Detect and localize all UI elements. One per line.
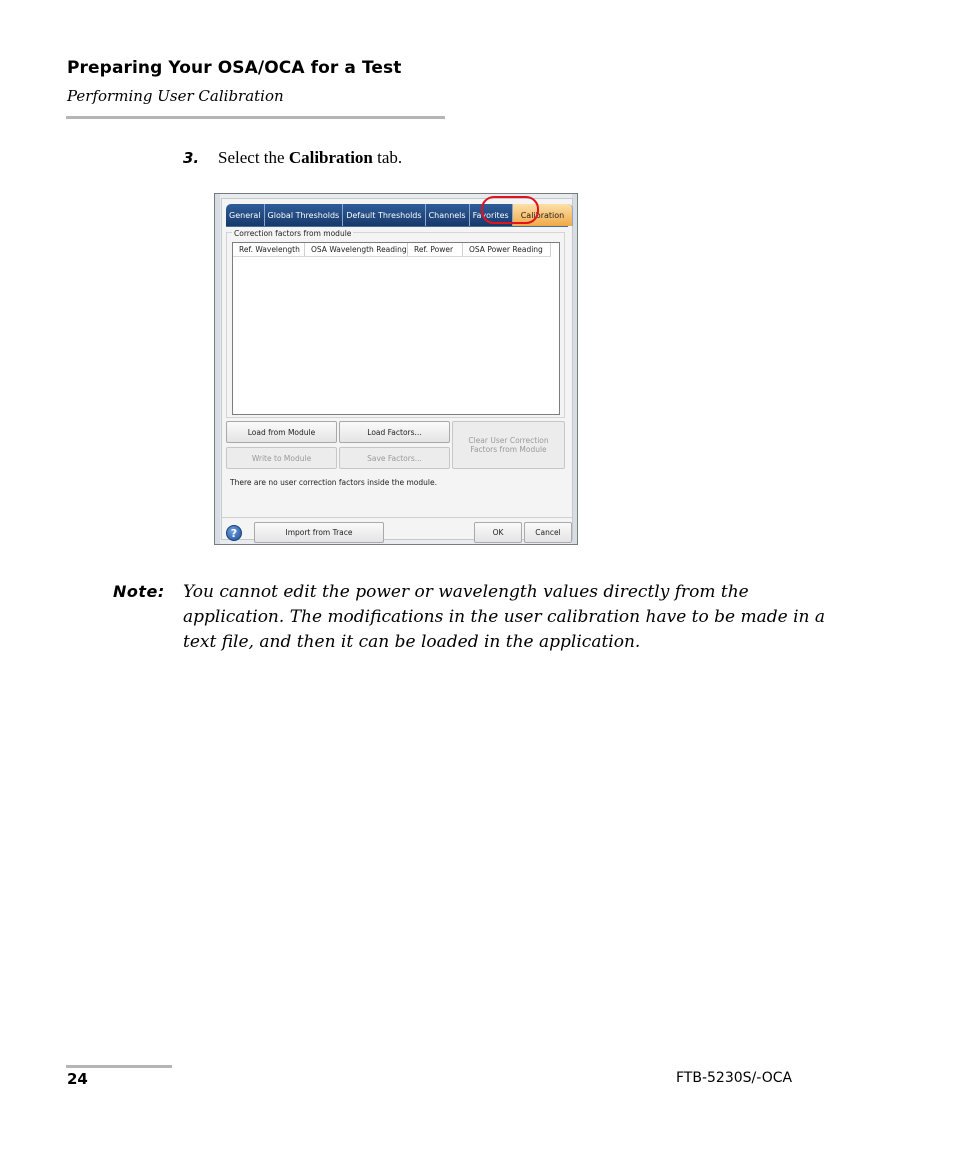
- background-strip-left: [215, 194, 220, 544]
- step-instruction: [218, 148, 402, 168]
- tab-channels[interactable]: Channels: [426, 204, 470, 226]
- correction-factors-table[interactable]: [232, 242, 560, 415]
- calibration-tab-highlight: [481, 196, 539, 224]
- step-text-bold: Calibration: [288, 148, 373, 167]
- product-name: FTB-5230S/-OCA: [676, 1070, 793, 1086]
- column-header-osa-power-reading[interactable]: OSA Power Reading: [463, 243, 551, 256]
- table-header-divider: [233, 256, 551, 257]
- step-number: 3.: [183, 149, 200, 167]
- tab-underline: [226, 226, 568, 227]
- bottom-divider: [222, 517, 572, 518]
- chapter-title: Preparing Your OSA/OCA for a Test: [67, 58, 402, 78]
- load-factors-button[interactable]: Load Factors...: [339, 421, 450, 443]
- help-icon[interactable]: ?: [226, 525, 242, 541]
- tab-general[interactable]: General: [226, 204, 265, 226]
- section-title: Performing User Calibration: [67, 87, 284, 105]
- column-header-ref-power[interactable]: Ref. Power: [408, 243, 463, 256]
- tab-calibration[interactable]: Calibration: [513, 204, 574, 226]
- tab-default-thresholds[interactable]: Default Thresholds: [343, 204, 425, 226]
- group-title: Correction factors from module: [234, 229, 352, 238]
- save-factors-button[interactable]: Save Factors...: [339, 447, 450, 469]
- setup-window: [221, 198, 573, 540]
- column-header-ref-wavelength[interactable]: Ref. Wavelength: [233, 243, 305, 256]
- status-message: There are no user correction factors inside the module.: [230, 478, 437, 487]
- import-from-trace-button[interactable]: Import from Trace: [254, 522, 384, 543]
- page-number: 24: [67, 1070, 88, 1088]
- step-text-after: tab.: [372, 148, 403, 167]
- clear-user-correction-factors-button[interactable]: Clear User Correction Factors from Module: [452, 421, 565, 469]
- calibration-dialog-screenshot: [214, 193, 578, 545]
- header-divider: [66, 116, 445, 119]
- tab-favorites[interactable]: Favorites: [470, 204, 513, 226]
- column-header-osa-wavelength-reading[interactable]: OSA Wavelength Reading: [305, 243, 408, 256]
- load-from-module-button[interactable]: Load from Module: [226, 421, 337, 443]
- ok-button[interactable]: OK: [474, 522, 522, 543]
- note-label: Note:: [113, 582, 165, 601]
- write-to-module-button[interactable]: Write to Module: [226, 447, 337, 469]
- note-text: You cannot edit the power or wavelength values directly from the application. The modifications in the user calibration have to be made in a text file, and then it can be loaded in the application.: [183, 582, 826, 652]
- step-text-before: Select the: [218, 148, 289, 167]
- cancel-button[interactable]: Cancel: [524, 522, 572, 543]
- footer-divider: [66, 1065, 172, 1068]
- tab-global-thresholds[interactable]: Global Thresholds: [265, 204, 344, 226]
